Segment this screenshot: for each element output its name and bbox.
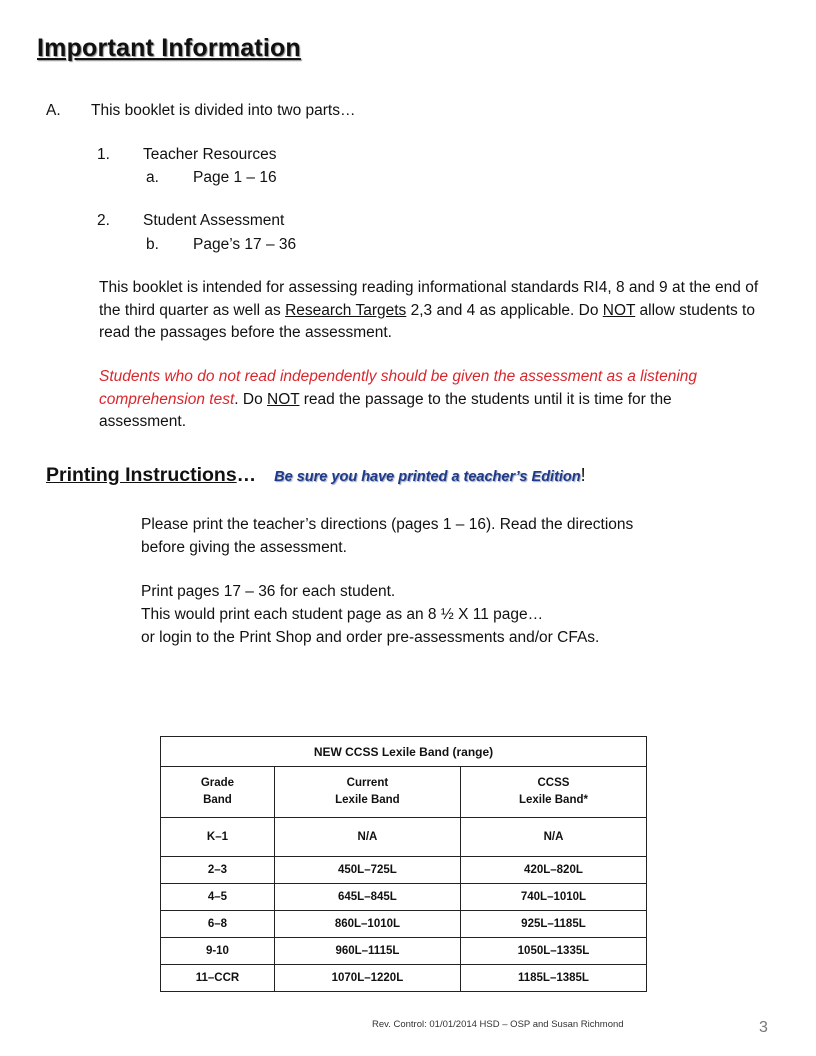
listening-text-2: read the passage to the students until it is time for the assessment.	[99, 390, 672, 430]
lexile-band-table	[160, 736, 647, 992]
table-row	[161, 857, 647, 884]
item-1-number: 1.	[97, 146, 110, 163]
printing-heading-row	[46, 464, 586, 487]
current-lexile-cell: 860L–1010L	[274, 911, 460, 938]
header-ccss-lexile-l2: Lexile Band*	[518, 794, 588, 806]
intro-text-1: This booklet is intended for assessing reading informational standards RI4, 8 and 9 at the end of the third quarter as well as	[99, 279, 759, 319]
not-emphasis-2: NOT	[267, 390, 300, 408]
listening-paragraph	[99, 366, 759, 434]
grade-cell: 4–5	[161, 884, 275, 911]
ccss-lexile-cell: 740L–1010L	[460, 884, 646, 911]
intro-text-3: allow students to read the passages before the assessment.	[99, 301, 755, 341]
grade-cell: K–1	[161, 818, 275, 857]
grade-cell: 2–3	[161, 857, 275, 884]
table-row	[161, 965, 647, 992]
header-current-lexile-l1: Current	[346, 777, 389, 789]
header-grade-band	[161, 767, 275, 818]
current-lexile-cell: 1070L–1220L	[274, 965, 460, 992]
print-student-pages	[141, 580, 761, 649]
header-ccss-lexile	[460, 767, 646, 818]
table-row	[161, 911, 647, 938]
item-1-sub-text: Page 1 – 16	[193, 169, 277, 186]
teacher-edition-note-text: Be sure you have printed a teacher’s Edition	[274, 469, 581, 485]
current-lexile-cell: 450L–725L	[274, 857, 460, 884]
intro-text-2: 2,3 and 4 as applicable. Do	[406, 301, 603, 319]
teacher-edition-note-mark: !	[580, 465, 586, 485]
header-current-lexile	[274, 767, 460, 818]
ccss-lexile-cell: 1050L–1335L	[460, 938, 646, 965]
table-caption: NEW CCSS Lexile Band (range)	[161, 737, 647, 767]
teacher-edition-note	[274, 465, 586, 485]
listening-warning: Students who do not read independently should be given the assessment as a listening comprehension test	[99, 368, 698, 408]
item-1-label: Teacher Resources	[143, 146, 277, 163]
page-number: 3	[759, 1019, 768, 1036]
print-line-3: This would print each student page as an 8 ½ X 11 page…	[141, 606, 544, 623]
intro-paragraph	[99, 277, 759, 345]
table-row	[161, 938, 647, 965]
header-grade-band-l1: Grade	[200, 777, 235, 789]
research-targets-text: Research Targets	[285, 301, 407, 319]
grade-cell: 9-10	[161, 938, 275, 965]
printing-ellipsis: …	[236, 464, 257, 486]
ccss-lexile-cell: 420L–820L	[460, 857, 646, 884]
ccss-lexile-cell: 1185L–1385L	[460, 965, 646, 992]
item-2-label: Student Assessment	[143, 212, 285, 229]
print-line-4: or login to the Print Shop and order pre-assessments and/or CFAs.	[141, 629, 600, 646]
print-line-2: Print pages 17 – 36 for each student.	[141, 583, 396, 600]
revision-footer: Rev. Control: 01/01/2014 HSD – OSP and Susan Richmond	[372, 1019, 624, 1030]
ccss-lexile-cell: 925L–1185L	[460, 911, 646, 938]
printing-heading: Printing Instructions	[46, 464, 237, 486]
page-title: Important Information	[37, 34, 301, 62]
ccss-lexile-cell: N/A	[460, 818, 646, 857]
table-row	[161, 818, 647, 857]
section-a-letter: A.	[46, 102, 61, 119]
item-1-sub-letter: a.	[146, 169, 159, 186]
grade-cell: 11–CCR	[161, 965, 275, 992]
item-2-number: 2.	[97, 212, 110, 229]
table-row	[161, 884, 647, 911]
current-lexile-cell: 645L–845L	[274, 884, 460, 911]
grade-cell: 6–8	[161, 911, 275, 938]
not-emphasis-1: NOT	[602, 301, 636, 319]
header-grade-band-l2: Band	[203, 794, 232, 806]
item-2-sub-letter: b.	[146, 236, 159, 253]
listening-text-1: . Do	[234, 390, 268, 408]
current-lexile-cell: 960L–1115L	[274, 938, 460, 965]
header-current-lexile-l2: Lexile Band	[335, 794, 400, 806]
item-2-sub-text: Page’s 17 – 36	[193, 236, 297, 253]
section-a-text: This booklet is divided into two parts…	[91, 102, 356, 119]
print-directions-text: Please print the teacher’s directions (pages 1 – 16). Read the directions before giving the assessment.	[141, 516, 634, 556]
header-ccss-lexile-l1: CCSS	[537, 777, 570, 789]
current-lexile-cell: N/A	[274, 818, 460, 857]
